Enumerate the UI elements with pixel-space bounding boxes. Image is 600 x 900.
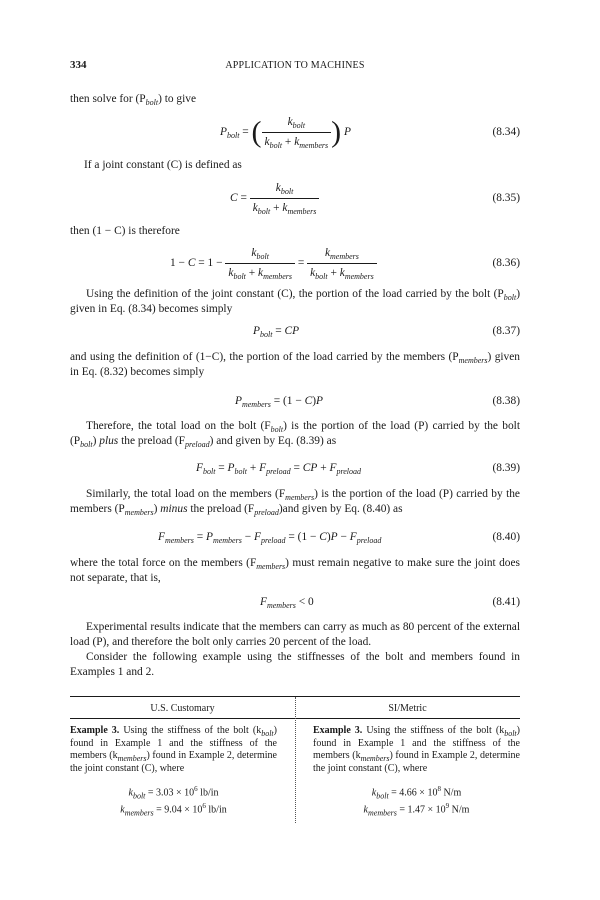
equation-8-41: $F_{members} < 0$ (8.41) (260, 596, 520, 610)
running-title: APPLICATION TO MACHINES (225, 60, 365, 71)
kbolt-value-si: $k_{bolt} = 4.66 \times 10^8$ N/m (371, 785, 462, 801)
page (70, 0, 520, 900)
example-3-si: Example 3. Using the stiffness of the bolt $(k_{bolt})$ found in Example 1 and the stiffness of the members $(k_{members})$ found in Example 2, determine the joint constant (C), where $k_{bolt} = 4.66 \times 10^8$ N/m $k_{members} = 1.47 \times 10^9$ N/m (313, 725, 520, 818)
equation-number: (8.35) (492, 192, 520, 204)
paragraph-joint-constant: If a joint constant (C) is defined as (84, 159, 242, 171)
paragraph-consider-example: Consider the following example using the stiffnesses of the bolt and members found in Examples 1 and 2. (70, 651, 520, 678)
paragraph-bolt-portion: Using the definition of the joint constant (C), the portion of the load carried by the bolt $(P_{bolt})$ given in Eq. (8.34) becomes simply (70, 288, 520, 315)
equation-8-36: 1 − C = 1 − $\frac{k_{bolt}}{k_{bolt} + k_{members}}$ = $\frac{k_{members}}{k_{bolt} + k_{members}}$ (8.36) (170, 247, 520, 281)
equation-8-38: $P_{members} = (1 - C)P$ (8.38) (235, 395, 520, 409)
paragraph-total-bolt-load: Therefore, the total load on the bolt $(F_{bolt})$ is the portion of the load (P) carried by the bolt $(P_{bolt})$ plus the preload $(F_{preload})$ and given by Eq. (8.39) as (70, 420, 520, 449)
equation-8-37: $P_{bolt}$ = CP (8.37) (253, 325, 520, 339)
paragraph-remain-negative: where the total force on the members $(F_{members})$ must remain negative to make sure the joint does not separate, that is, (70, 557, 520, 584)
running-header (70, 58, 520, 74)
paragraph-members-portion: and using the definition of (1−C), the portion of the load carried by the members $(P_{members})$ given in Eq. (8.32) becomes simply (70, 351, 520, 378)
kbolt-value-us: $k_{bolt} = 3.03 \times 10^6$ lb/in (128, 785, 219, 801)
paragraph-solve-for: then solve for $(P_{bolt})$ to give (70, 93, 197, 107)
equation-number: (8.39) (492, 462, 520, 474)
paragraph-one-minus-c: then (1 − C) is therefore (70, 225, 180, 237)
equation-number: (8.34) (492, 126, 520, 138)
kmembers-value-si: $k_{members} = 1.47 \times 10^9$ N/m (363, 802, 470, 818)
equation-number: (8.36) (492, 257, 520, 269)
example-table (70, 696, 520, 827)
equation-number: (8.37) (492, 325, 520, 337)
column-header-si: SI/Metric (388, 703, 427, 714)
equation-number: (8.41) (492, 596, 520, 608)
page-number: 334 (70, 59, 87, 71)
equation-8-40: $F_{members} = P_{members} - F_{preload} = (1 - C)P - F_{preload}$ (8.40) (158, 531, 520, 545)
column-divider (295, 697, 296, 823)
equation-8-39: $F_{bolt} = P_{bolt} + F_{preload}$ = CP + $F_{preload}$ (8.39) (196, 462, 520, 476)
equation-number: (8.38) (492, 395, 520, 407)
kmembers-value-us: $k_{members} = 9.04 \times 10^6$ lb/in (120, 802, 227, 818)
paragraph-total-member-load: Similarly, the total load on the members $(F_{members})$ is the portion of the load (P) carried by the members $(P_{members})$ minus the preload $(F_{preload})and$ given by Eq. (8.40) as (70, 488, 520, 517)
paragraph-experimental: Experimental results indicate that the members can carry as much as 80 percent of the external load (P), and therefore the bolt only carries 20 percent of the load. (70, 621, 520, 648)
equation-8-35: C = $\frac{k_{bolt}}{k_{bolt} + k_{members}}$ (8.35) (230, 182, 520, 216)
equation-number: (8.40) (492, 531, 520, 543)
example-3-us: Example 3. Using the stiffness of the bolt $(k_{bolt})$ found in Example 1 and the stiffness of the members $(k_{members})$ found in Example 2, determine the joint constant (C), where $k_{bolt} = 3.03 \times 10^6$ lb/in $k_{members} = 9.04 \times 10^6$ lb/in (70, 725, 277, 818)
column-header-us: U.S. Customary (150, 703, 215, 714)
equation-8-34: $P_{bolt}$ = ( $\frac{k_{bolt}}{k_{bolt} + k_{members}}$ ) P (8.34) (220, 115, 520, 150)
